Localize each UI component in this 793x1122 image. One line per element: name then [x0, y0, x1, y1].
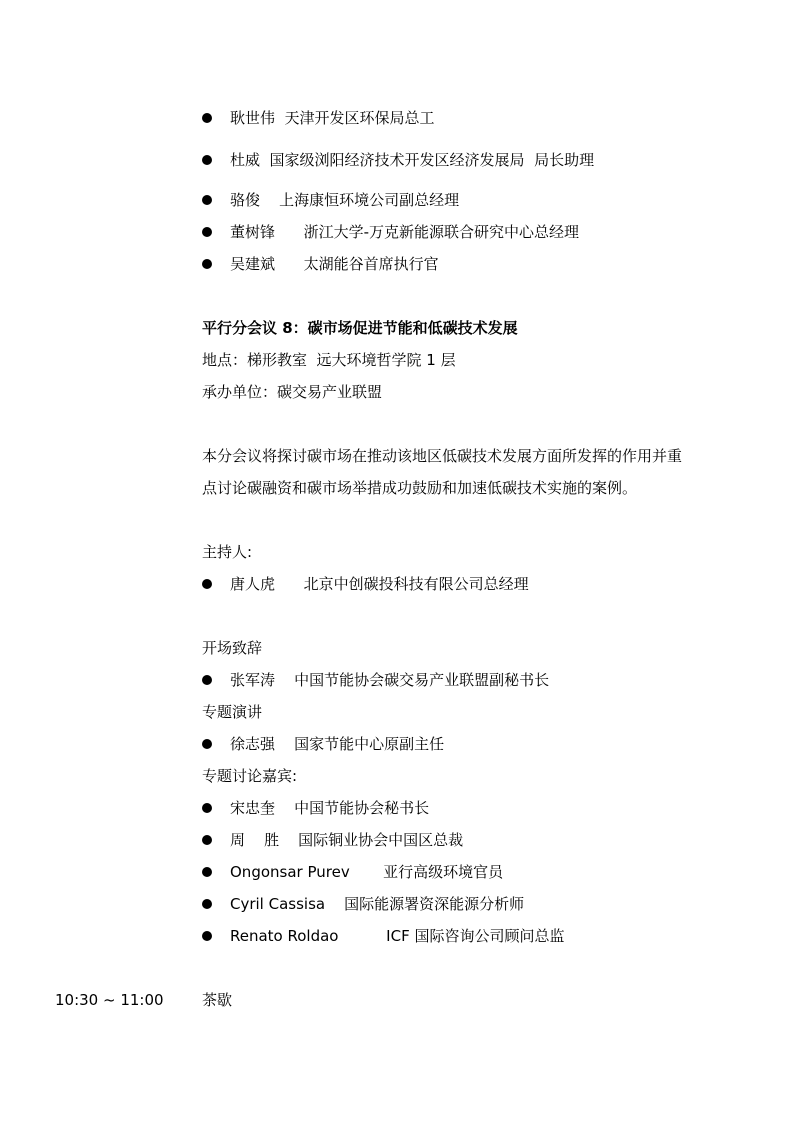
bullet-icon [202, 931, 212, 941]
opening-label: 开场致辞 [202, 639, 263, 657]
bullet-icon [202, 867, 212, 877]
panel-text: Renato Roldao ICF 国际咨询公司顾问总监 [230, 927, 565, 945]
bullet-icon [202, 675, 212, 685]
schedule-time: 10:30 ~ 11:00 [55, 991, 164, 1009]
panel-label: 专题讨论嘉宾: [202, 767, 298, 785]
bullet-icon [202, 899, 212, 909]
list-item-text: 骆俊 上海康恒环境公司副总经理 [230, 191, 460, 209]
panel-text: Ongonsar Purev 亚行高级环境官员 [230, 863, 504, 881]
session-description-line2: 点讨论碳融资和碳市场举措成功鼓励和加速低碳技术实施的案例。 [202, 479, 638, 497]
list-item-text: 耿世伟 天津开发区环保局总工 [230, 109, 435, 127]
bullet-icon [202, 195, 212, 205]
session-organizer: 承办单位：碳交易产业联盟 [202, 383, 383, 401]
host-text: 唐人虎 北京中创碳投科技有限公司总经理 [230, 575, 529, 593]
bullet-icon [202, 579, 212, 589]
panel-text: 宋忠奎 中国节能协会秘书长 [230, 799, 430, 817]
schedule-item: 茶歇 [202, 991, 233, 1009]
bullet-icon [202, 803, 212, 813]
list-item-text: 杜威 国家级浏阳经济技术开发区经济发展局 局长助理 [230, 151, 595, 169]
keynote-text: 徐志强 国家节能中心原副主任 [230, 735, 445, 753]
session-title: 平行分会议 8：碳市场促进节能和低碳技术发展 [202, 319, 518, 337]
panel-text: 周 胜 国际铜业协会中国区总裁 [230, 831, 464, 849]
list-item-text: 吴建斌 太湖能谷首席执行官 [230, 255, 439, 273]
host-label: 主持人: [202, 543, 253, 561]
opening-text: 张军涛 中国节能协会碳交易产业联盟副秘书长 [230, 671, 550, 689]
panel-text: Cyril Cassisa 国际能源署资深能源分析师 [230, 895, 525, 913]
list-item-text: 董树锋 浙江大学-万克新能源联合研究中心总经理 [230, 223, 580, 241]
bullet-icon [202, 113, 212, 123]
bullet-icon [202, 155, 212, 165]
bullet-icon [202, 259, 212, 269]
bullet-icon [202, 739, 212, 749]
bullet-icon [202, 227, 212, 237]
session-description-line1: 本分会议将探讨碳市场在推动该地区低碳技术发展方面所发挥的作用并重 [202, 447, 683, 465]
session-location: 地点：梯形教室 远大环境哲学院 1 层 [202, 351, 456, 369]
keynote-label: 专题演讲 [202, 703, 263, 721]
bullet-icon [202, 835, 212, 845]
